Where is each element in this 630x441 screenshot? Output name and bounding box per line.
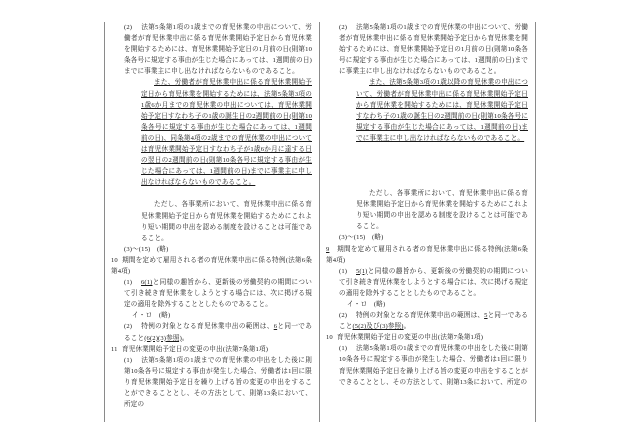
section-10-title: 期間を定めて雇用される者の育児休業申出に係る特例(法第6条第4項) bbox=[111, 256, 312, 275]
iro-text: イ・ロ (略) bbox=[132, 312, 171, 320]
section-10-heading bbox=[326, 332, 528, 343]
item-2-text-after: 。 bbox=[181, 334, 189, 342]
section-9-item-1 bbox=[326, 266, 528, 299]
iro-text: イ・ロ (略) bbox=[347, 300, 386, 308]
clause-3-15-omitted bbox=[111, 244, 312, 255]
section-marker-10: 10 bbox=[326, 334, 333, 342]
cross-reference-link[interactable]: 5(1) bbox=[356, 267, 368, 275]
clause-marker-2: (2) bbox=[339, 24, 348, 31]
clause-2 bbox=[326, 22, 528, 77]
section-9-title: 期間を定めて雇用される者の育児休業申出に係る特例(法第6条第4項) bbox=[326, 245, 528, 264]
item-2-text-before: 特例の対象となる育児休業申出の範囲は、 bbox=[141, 323, 274, 331]
spacer bbox=[111, 188, 312, 199]
clause-2-tadashi-text: ただし、各事業所において、育児休業申出に係る育児休業開始予定日から育児休業を開始するためにこれより短い期間の申出を認める制度を設けることは可能であること。 bbox=[141, 201, 312, 242]
clause-text-2: 法第5条第1項の1歳までの育児休業の申出について、労働者が育児休業申出に係る育児休業開始予定日から育児休業を開始するためには、育児休業開始予定日の1月前の日(則第10条各号に規定する事由が生じた場合にあっては、1週間前の日)までに事業主に申し出なければならないものであること。 bbox=[124, 24, 312, 76]
item-2-text-mid: と同一であること bbox=[339, 312, 528, 331]
section-11-item-1-text: 法第5条第1項の1歳までの育児休業の申出をした後に則第10条各号に規定する事由が発生した場合、労働者は1回に限り育児休業開始予定日を繰り上げる旨の変更の申出をすることができることとし、その方法として、則第13条において、所定の bbox=[124, 356, 312, 409]
column-right-original bbox=[320, 22, 536, 422]
clause-2-tadashi-text: ただし、各事業所において、育児休業申出に係る育児休業開始予定日から育児休業を開始するためにこれより短い期間の申出を認める制度を設けることは可能であること。 bbox=[356, 190, 528, 231]
section-marker-10: 10 bbox=[111, 256, 118, 264]
clause-2-mata-text: また、労働者が育児休業申出に係る育児休業開始予定日から育児休業を開始するためには、法第5条第3項の1歳6か月までの育児休業の申出については、育児休業開始予定日すなわち子の1歳の誕生日の2週間前の日(則第10条各号に規定する事由が生じた場合にあっては、1週間前の日)、同条第4項の2歳までの育児休業の申出については育児休業開始予定日すなわち子が1歳6か月に達する日の翌日の2週間前の日(則第10条各号に規定する事由が生じた場合にあっては、1週間前の日)までに事業主に申し出なければならないものであること。 bbox=[141, 79, 312, 187]
clause-2-tadashi bbox=[111, 199, 312, 243]
section-10-item-1 bbox=[111, 277, 312, 310]
clause-3-15-text: (3)～(15) (略) bbox=[124, 245, 169, 253]
item-marker-2: (2) bbox=[124, 323, 133, 331]
clause-text-2: 法第5条第1項の1歳までの育児休業の申出について、労働者が育児休業申出に係る育児休業開始予定日から育児休業を開始するためには、育児休業開始予定日の1月前の日(則第10条各号に規定する事由が生じた場合にあっては、1週間前の日)までに事業主に申し出なければならないものであること。 bbox=[339, 24, 528, 76]
clause-2-mata bbox=[111, 77, 312, 188]
section-10-item-1-iro bbox=[111, 310, 312, 321]
clause-3-15-text: (3)～(15) (略) bbox=[339, 234, 384, 242]
item-2-text-mid: と同一であること bbox=[124, 323, 312, 342]
section-10-item-1-text: 法第5条第1項の1歳までの育児休業の申出をした後に則第10条各号に規定する事由が発生した場合、労働者は1回に限り育児休業開始予定日を繰り上げる旨の変更の申出をすることができることとし、その方法として、則第13条において、所定の bbox=[339, 345, 528, 386]
section-10-item-1 bbox=[326, 343, 528, 387]
comparison-columns bbox=[104, 22, 536, 422]
item-marker-10-1: (1) bbox=[339, 345, 348, 353]
section-9-item-1-text: と同様の趣旨から、更新後の労働契約の期間について引き続き育児休業をしようとする場合には、次に掲げる規定の適用を除外することとしたものであること。 bbox=[339, 267, 528, 297]
item-marker-1: (1) bbox=[124, 279, 133, 287]
section-10-item-1-text: と同様の趣旨から、更新後の労働契約の期間について引き続き育児休業をしようとする場合には、次に掲げる規定の適用を除外することとしたものであること。 bbox=[124, 279, 312, 309]
cross-reference-link-b[interactable]: (6(2)(3)参照) bbox=[144, 334, 182, 342]
cross-reference-link-a[interactable]: 5 bbox=[484, 312, 488, 320]
clause-2 bbox=[111, 22, 312, 77]
section-9-heading bbox=[326, 244, 528, 266]
section-11-title: 育児休業開始予定日の変更の申出(法第7条第1項) bbox=[122, 345, 269, 353]
column-left-revised bbox=[104, 22, 320, 422]
item-2-text-after: 。 bbox=[403, 323, 411, 331]
item-marker-2: (2) bbox=[339, 312, 348, 320]
clause-2-mata-text: また、法第5条第3項の1歳以降の育児休業の申出について、労働者が育児休業申出に係る育児休業開始予定日から育児休業を開始するためには、育児休業開始予定日すなわち子の1歳の誕生日の2週間前の日(則第10条各号に規定する事由が生じた場合にあっては、1週間前の日)までに事業主に申し出なければならないものであること。 bbox=[356, 79, 528, 142]
section-10-item-2 bbox=[111, 321, 312, 343]
section-11-item-1 bbox=[111, 355, 312, 410]
clause-2-tadashi bbox=[326, 188, 528, 232]
cross-reference-link-a[interactable]: 6 bbox=[273, 323, 278, 331]
section-9-item-1-iro bbox=[326, 299, 528, 310]
clause-marker-2: (2) bbox=[124, 24, 133, 31]
section-9-item-2 bbox=[326, 310, 528, 332]
item-marker-11-1: (1) bbox=[124, 356, 133, 364]
section-10-title: 育児休業開始予定日の変更の申出(法第7条第1項) bbox=[337, 334, 484, 342]
item-marker-1: (1) bbox=[339, 267, 348, 275]
cross-reference-link-b[interactable]: (5(2)及び(3)参照) bbox=[352, 323, 404, 331]
section-10-heading bbox=[111, 255, 312, 277]
cross-reference-link[interactable]: 6(1) bbox=[141, 279, 153, 287]
section-11-heading bbox=[111, 344, 312, 355]
spacer bbox=[326, 144, 528, 188]
clause-2-mata bbox=[326, 77, 528, 144]
clause-3-15-omitted bbox=[326, 232, 528, 243]
section-marker-9: 9 bbox=[326, 245, 330, 253]
item-2-text-before: 特例の対象となる育児休業申出の範囲は、 bbox=[356, 312, 485, 320]
section-marker-11: 11 bbox=[111, 345, 118, 353]
